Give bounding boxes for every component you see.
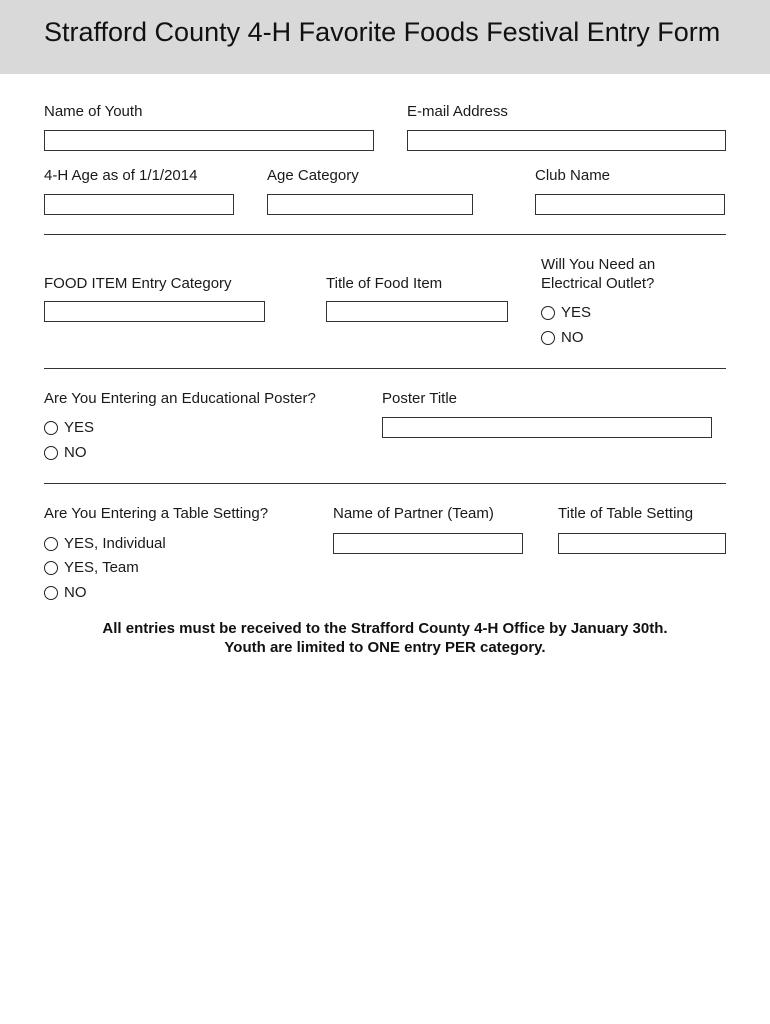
poster-no-radio[interactable] [44,443,87,462]
outlet-no-radio[interactable] [541,328,584,347]
partner-name-field[interactable] [333,533,523,554]
age-category-field[interactable] [267,194,473,215]
food-item-category-label: FOOD ITEM Entry Category [44,275,232,292]
radio-circle-icon[interactable] [541,331,555,345]
radio-label: NO [64,584,87,601]
radio-label: YES, Individual [64,535,166,552]
table-setting-question-label: Are You Entering a Table Setting? [44,505,269,522]
radio-label: NO [561,329,584,346]
poster-title-label: Poster Title [382,390,458,407]
age-category-label: Age Category [267,167,359,184]
form-title: Strafford County 4-H Favorite Foods Festival Entry Form [44,17,721,47]
radio-circle-icon[interactable] [541,306,555,320]
name-of-youth-label: Name of Youth [44,103,143,120]
table-yes-individual-radio[interactable] [44,534,166,553]
poster-question-label: Are You Entering an Educational Poster? [44,390,316,407]
notice-line-1: All entries must be received to the Strafford County 4-H Office by January 30th. [102,620,668,637]
section-divider [44,483,726,484]
partner-name-label: Name of Partner (Team) [333,505,494,522]
club-name-label: Club Name [535,167,611,184]
section-divider [44,368,726,369]
name-of-youth-field[interactable] [44,130,374,151]
table-no-radio[interactable] [44,583,87,602]
food-item-title-label: Title of Food Item [326,275,443,292]
radio-circle-icon[interactable] [44,586,58,600]
radio-label: YES [64,419,95,436]
outlet-yes-radio[interactable] [541,303,591,322]
club-name-field[interactable] [535,194,725,215]
table-setting-title-field[interactable] [558,533,726,554]
electrical-outlet-label: Will You Need an Electrical Outlet? [541,256,656,292]
radio-label: YES [561,304,592,321]
table-yes-team-radio[interactable] [44,558,139,577]
notice-line-2: Youth are limited to ONE entry PER category. [224,639,546,656]
food-item-title-field[interactable] [326,301,508,322]
email-label: E-mail Address [407,103,508,120]
poster-yes-radio[interactable] [44,418,94,437]
radio-circle-icon[interactable] [44,446,58,460]
section-divider [44,234,726,235]
table-setting-title-label: Title of Table Setting [558,505,694,522]
age-label: 4-H Age as of 1/1/2014 [44,167,198,184]
radio-circle-icon[interactable] [44,421,58,435]
age-field[interactable] [44,194,234,215]
radio-circle-icon[interactable] [44,537,58,551]
email-field[interactable] [407,130,726,151]
radio-label: YES, Team [64,559,139,576]
poster-title-field[interactable] [382,417,712,438]
food-item-category-field[interactable] [44,301,265,322]
form-header [0,0,770,74]
radio-circle-icon[interactable] [44,561,58,575]
deadline-notice [0,619,770,657]
radio-label: NO [64,444,87,461]
